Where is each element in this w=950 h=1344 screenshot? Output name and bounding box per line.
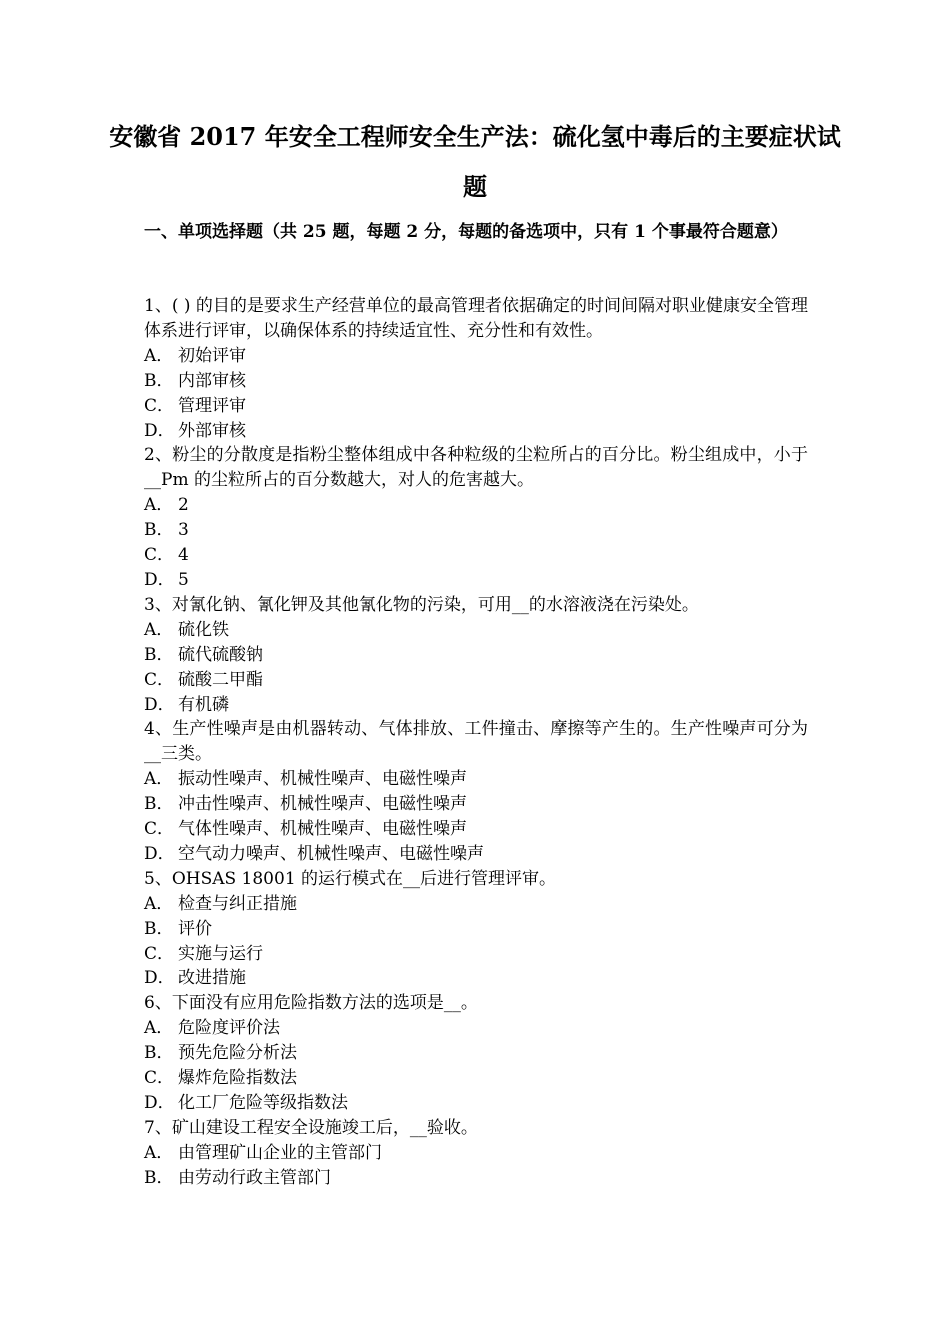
option-text: 预先危险分析法 <box>178 1043 297 1064</box>
answer-option <box>144 668 808 693</box>
option-letter: C． <box>144 943 175 964</box>
option-letter: D． <box>144 694 175 715</box>
option-text: 评价 <box>178 918 212 939</box>
option-letter: C． <box>144 545 175 566</box>
option-letter: C． <box>144 1068 175 1089</box>
answer-option <box>144 966 808 991</box>
option-text: 有机磷 <box>178 694 229 715</box>
question-stem: 3、对氰化钠、氰化钾及其他氰化物的污染，可用__的水溶液浇在污染处。 <box>144 594 699 615</box>
answer-option <box>144 892 808 917</box>
answer-option <box>144 643 808 668</box>
option-text: 3 <box>178 520 189 541</box>
answer-option <box>144 394 808 419</box>
answer-option <box>144 419 808 444</box>
option-letter: B． <box>144 918 174 939</box>
option-letter: D． <box>144 1093 175 1113</box>
answer-option <box>144 842 808 867</box>
answer-option <box>144 792 808 817</box>
answer-option <box>144 1166 808 1191</box>
option-text: 由劳动行政主管部门 <box>178 1167 331 1188</box>
option-text: 硫酸二甲酯 <box>178 669 263 690</box>
answer-option <box>144 942 808 967</box>
answer-option <box>144 369 808 394</box>
section-heading: 一、单项选择题（共 25 题，每题 2 分，每题的备选项中，只有 1 个事最符合题意） <box>144 222 788 242</box>
answer-option <box>144 518 808 543</box>
answer-option <box>144 344 808 369</box>
option-letter: C． <box>144 819 175 840</box>
option-text: 管理评审 <box>178 395 246 416</box>
answer-option <box>144 917 808 942</box>
question-list <box>144 294 808 1191</box>
option-text: 气体性噪声、机械性噪声、电磁性噪声 <box>178 819 467 840</box>
option-text: 危险度评价法 <box>178 1018 280 1039</box>
answer-option <box>144 1041 808 1066</box>
option-letter: A． <box>144 495 174 516</box>
question-stem: 5、OHSAS 18001 的运行模式在__后进行管理评审。 <box>144 868 557 889</box>
option-letter: A． <box>144 769 174 790</box>
option-letter: A． <box>144 893 174 914</box>
option-text: 由管理矿山企业的主管部门 <box>178 1142 382 1163</box>
option-letter: D． <box>144 843 175 864</box>
option-text: 空气动力噪声、机械性噪声、电磁性噪声 <box>178 843 484 864</box>
option-text: 冲击性噪声、机械性噪声、电磁性噪声 <box>178 794 467 815</box>
answer-option <box>144 568 808 593</box>
option-letter: A． <box>144 619 174 640</box>
option-letter: D． <box>144 420 175 441</box>
option-text: 化工厂危险等级指数法 <box>178 1093 348 1113</box>
answer-option <box>144 767 808 792</box>
option-letter: B． <box>144 1167 174 1188</box>
document-title: 安徽省 2017 年安全工程师安全生产法：硫化氢中毒后的主要症状试题 <box>109 122 841 201</box>
question-stem: 6、下面没有应用危险指数方法的选项是__。 <box>144 993 478 1014</box>
answer-option <box>144 618 808 643</box>
option-text: 爆炸危险指数法 <box>178 1068 297 1089</box>
option-text: 外部审核 <box>178 420 246 441</box>
option-letter: A． <box>144 345 174 366</box>
answer-option <box>144 693 808 718</box>
option-letter: C． <box>144 669 175 690</box>
option-letter: D． <box>144 569 175 590</box>
question-stem: 4、生产性噪声是由机器转动、气体排放、工件撞击、摩擦等产生的。生产性噪声可分为__三类。 <box>144 719 808 765</box>
option-text: 4 <box>178 545 189 566</box>
option-text: 2 <box>178 495 189 516</box>
option-text: 硫代硫酸钠 <box>178 644 263 665</box>
answer-option <box>144 1016 808 1041</box>
option-letter: D． <box>144 968 175 989</box>
option-letter: B． <box>144 370 174 391</box>
option-text: 初始评审 <box>178 345 246 366</box>
option-text: 实施与运行 <box>178 943 263 964</box>
option-text: 5 <box>178 569 189 590</box>
option-letter: B． <box>144 520 174 541</box>
option-text: 改进措施 <box>178 968 246 989</box>
option-letter: C． <box>144 395 175 416</box>
answer-option <box>144 493 808 518</box>
option-text: 振动性噪声、机械性噪声、电磁性噪声 <box>178 769 467 790</box>
answer-option <box>144 1066 808 1091</box>
option-letter: B． <box>144 644 174 665</box>
option-letter: B． <box>144 794 174 815</box>
question-stem: 2、粉尘的分散度是指粉尘整体组成中各种粒级的尘粒所占的百分比。粉尘组成中，小于__Pm 的尘粒所占的百分数越大，对人的危害越大。 <box>144 445 808 491</box>
option-letter: B． <box>144 1043 174 1064</box>
option-text: 硫化铁 <box>178 619 229 640</box>
option-letter: A． <box>144 1142 174 1163</box>
option-text: 内部审核 <box>178 370 246 391</box>
answer-option <box>144 543 808 568</box>
option-letter: A． <box>144 1018 174 1039</box>
option-text: 检查与纠正措施 <box>178 893 297 914</box>
question-stem: 7、矿山建设工程安全设施竣工后，__验收。 <box>144 1117 478 1138</box>
answer-option <box>144 1141 808 1166</box>
question-stem: 1、( ) 的目的是要求生产经营单位的最高管理者依据确定的时间间隔对职业健康安全管理体系进行评审，以确保体系的持续适宜性、充分性和有效性。 <box>144 296 808 341</box>
answer-option <box>144 817 808 842</box>
answer-option <box>144 1091 808 1116</box>
